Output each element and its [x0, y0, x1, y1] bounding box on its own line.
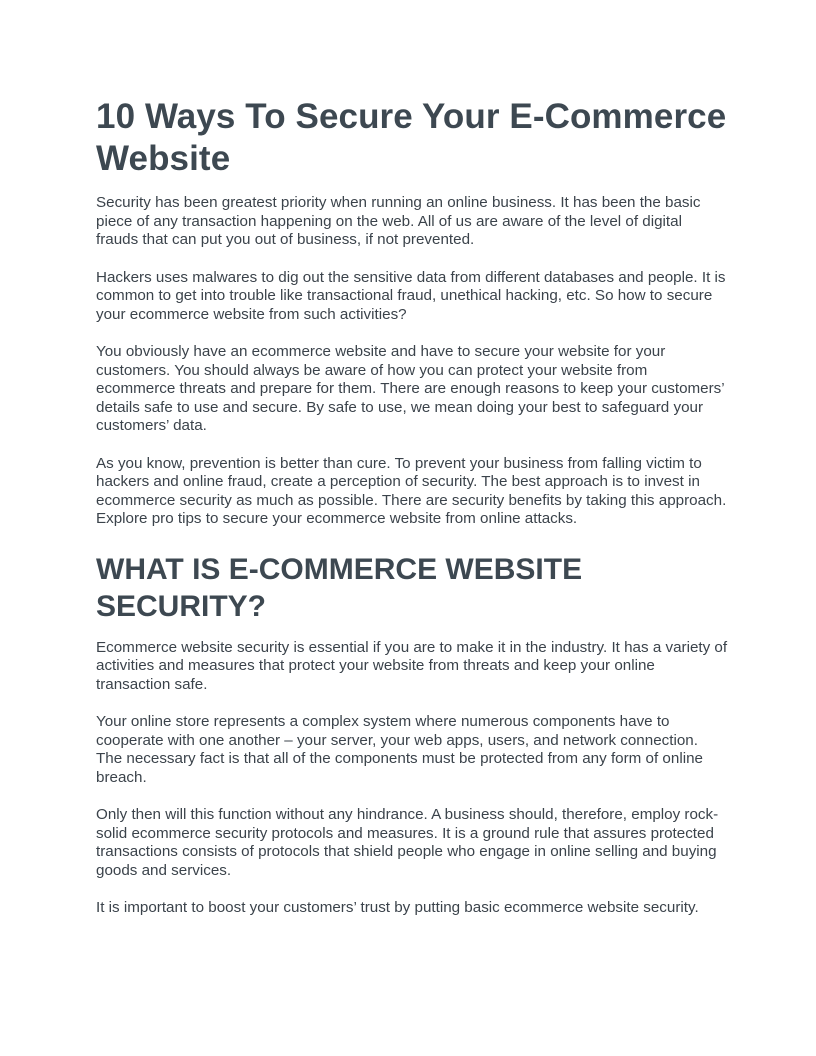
intro-paragraph-1: Security has been greatest priority when running an online business. It has been the basic piece of any transaction happening on the web. All of us are aware of the level of digital frauds that can put you out of business, if not prevented.: [96, 194, 701, 248]
document-page: [96, 96, 728, 918]
section-paragraph-1: Ecommerce website security is essential if you are to make it in the industry. It has a variety of activities and measures that protect your website from threats and keep your online transaction safe.: [96, 638, 728, 693]
intro-paragraph-4: As you know, prevention is better than cure. To prevent your business from falling victim to hackers and online fraud, create a perception of security. The best approach is to invest in ecommerce security as much as possible. There are security benefits by taking this approach. Explore pro tips to secure your ecommerce website from online attacks.: [96, 454, 727, 527]
intro-paragraph-2: Hackers uses malwares to dig out the sensitive data from different databases and people. It is common to get into trouble like transactional fraud, unethical hacking, etc. So how to secure your ecommerce website from such activities?: [96, 268, 726, 323]
section-paragraph-2: Your online store represents a complex system where numerous components have to cooperate with one another – your server, your web apps, users, and network connection. The necessary fact is that all of the components must be protected from any form of online breach.: [96, 713, 703, 786]
page-title: 10 Ways To Secure Your E-Commerce Website: [96, 97, 727, 178]
section-paragraph-3: Only then will this function without any hindrance. A business should, therefore, employ rock-solid ecommerce security protocols and measures. It is a ground rule that assures protected transactions consists of protocols that shield people who engage in online selling and buying goods and services.: [96, 806, 719, 879]
intro-paragraph-3: You obviously have an ecommerce website and have to secure your website for your customers. You should always be aware of how you can protect your website from ecommerce threats and prepare for them. There are enough reasons to keep your customers’ details safe to use and secure. By safe to use, we mean doing your best to safeguard your customers’ data.: [96, 343, 725, 434]
section-heading: WHAT IS E-COMMERCE WEBSITE SECURITY?: [96, 552, 583, 623]
section-paragraph-4: It is important to boost your customers’ trust by putting basic ecommerce website security.: [96, 899, 699, 916]
